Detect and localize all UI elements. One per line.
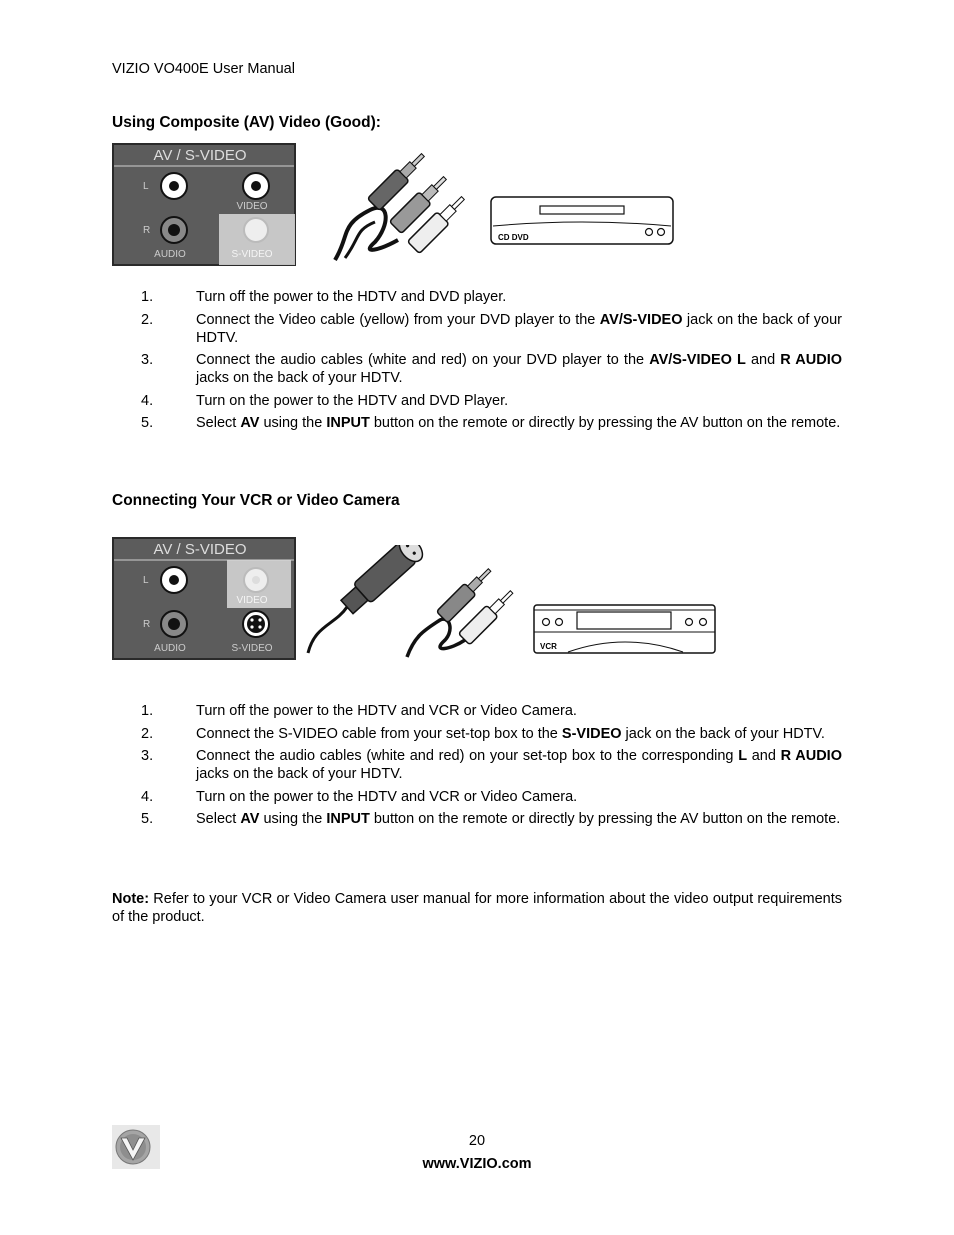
- panel-title: AV / S-VIDEO: [153, 147, 247, 164]
- step-item: [112, 288, 842, 306]
- step-bold-text: AV: [240, 811, 260, 827]
- note-label: Note:: [112, 891, 150, 907]
- panel-audio-label: AUDIO: [154, 249, 186, 260]
- device-label-vcr: VCR: [540, 642, 557, 651]
- panel-video-label: VIDEO: [236, 201, 268, 212]
- av-svideo-panel-vcr: [112, 537, 296, 660]
- step-bold-text: AV/S-VIDEO L: [649, 352, 746, 368]
- step-text: jack on the back of your HDTV.: [621, 725, 825, 742]
- step-bold-text: R AUDIO: [780, 748, 842, 764]
- step-item: [112, 392, 842, 410]
- panel-r-label: R: [143, 619, 151, 630]
- step-bold-text: AV/S-VIDEO: [599, 311, 683, 328]
- step-text: Connect the audio cables (white and red) on your set-top box to the corresponding: [196, 748, 739, 764]
- step-number: 5.: [141, 415, 154, 431]
- panel-title: AV / S-VIDEO: [153, 541, 247, 558]
- footer-url: www.VIZIO.com: [422, 1156, 532, 1172]
- step-number: 2.: [141, 311, 154, 328]
- rca-cables-illustration: [330, 150, 470, 265]
- step-text: Select: [196, 811, 241, 827]
- step-item: [112, 747, 842, 783]
- step-text: Connect the Video cable (yellow) from your DVD player to the: [196, 311, 600, 328]
- step-number: 2.: [141, 725, 154, 742]
- step-text: Turn off the power to the HDTV and DVD player.: [196, 289, 507, 305]
- device-label-cd-dvd: CD DVD: [498, 233, 529, 242]
- note-paragraph: [112, 890, 842, 926]
- step-bold-text: L: [738, 748, 748, 764]
- panel-l-label: L: [143, 181, 149, 192]
- panel-audio-label: AUDIO: [154, 643, 186, 654]
- dvd-player-illustration: [490, 196, 674, 246]
- step-number: 5.: [141, 811, 154, 827]
- step-text: using the: [259, 811, 327, 827]
- step-bold-text: INPUT: [326, 415, 370, 431]
- step-text: button on the remote or directly by pressing the AV button on the remote.: [369, 415, 841, 431]
- panel-svideo-label: S-VIDEO: [231, 249, 273, 260]
- step-text: Turn on the power to the HDTV and VCR or Video Camera.: [196, 788, 578, 805]
- step-item: [112, 414, 842, 432]
- step-text: Connect the audio cables (white and red) on your DVD player to the: [196, 352, 650, 368]
- step-text: Turn off the power to the HDTV and VCR or Video Camera.: [196, 703, 577, 719]
- step-text: Turn on the power to the HDTV and DVD Player.: [196, 392, 509, 409]
- step-text: Connect the S-VIDEO cable from your set-top box to the: [196, 725, 562, 742]
- step-number: 4.: [141, 788, 154, 805]
- step-text: and: [745, 352, 781, 368]
- step-text: jacks on the back of your HDTV.: [196, 766, 403, 782]
- steps-list-composite: [112, 288, 842, 437]
- audio-rca-cables-illustration: [405, 560, 530, 660]
- note-text: Refer to your VCR or Video Camera user manual for more information about the video output requirements of the product.: [112, 891, 842, 925]
- panel-r-label: R: [143, 225, 151, 236]
- step-number: 1.: [141, 703, 154, 719]
- step-item: [112, 788, 842, 806]
- section-heading-vcr: Connecting Your VCR or Video Camera: [112, 492, 400, 509]
- step-text: Select: [196, 415, 241, 431]
- step-number: 1.: [141, 289, 154, 305]
- svideo-jack: [244, 218, 268, 242]
- step-text: jack on the back of your HDTV.: [196, 311, 843, 346]
- step-text: and: [747, 748, 781, 764]
- step-text: using the: [259, 415, 327, 431]
- step-number: 3.: [141, 748, 154, 764]
- step-text: jacks on the back of your HDTV.: [196, 370, 403, 386]
- step-text: button on the remote or directly by pressing the AV button on the remote.: [369, 811, 841, 827]
- section-heading-composite: Using Composite (AV) Video (Good):: [112, 114, 381, 131]
- panel-svideo-label: S-VIDEO: [231, 643, 273, 654]
- page-number: 20: [468, 1133, 486, 1149]
- step-number: 4.: [141, 392, 154, 409]
- step-item: [112, 702, 842, 720]
- document-header: VIZIO VO400E User Manual: [112, 61, 295, 77]
- av-svideo-panel-composite: [112, 143, 296, 266]
- panel-l-label: L: [143, 575, 149, 586]
- step-item: [112, 311, 842, 347]
- vcr-illustration: [533, 604, 717, 655]
- step-item: [112, 351, 842, 387]
- steps-list-vcr: [112, 702, 842, 833]
- step-item: [112, 725, 842, 743]
- step-bold-text: S-VIDEO: [561, 725, 622, 742]
- step-item: [112, 810, 842, 828]
- step-bold-text: R AUDIO: [780, 352, 843, 368]
- step-bold-text: INPUT: [326, 811, 370, 827]
- panel-video-label: VIDEO: [236, 595, 268, 606]
- step-bold-text: AV: [240, 415, 260, 431]
- step-number: 3.: [141, 352, 154, 368]
